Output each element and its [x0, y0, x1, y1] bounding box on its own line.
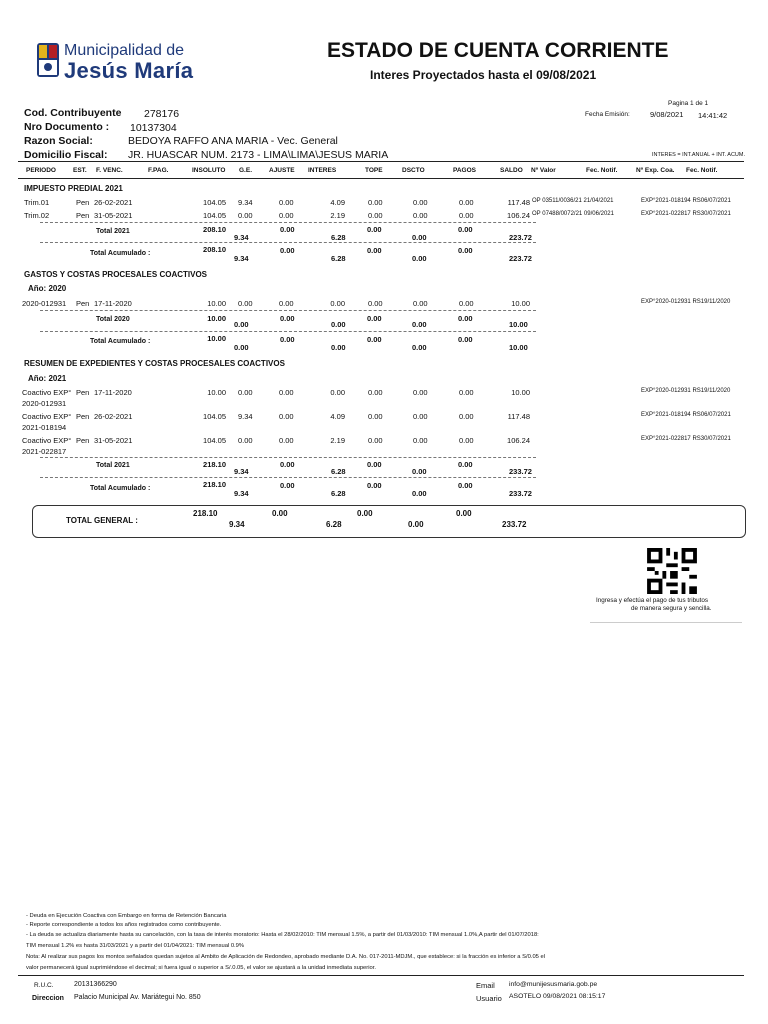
- brand-line2: Jesús María: [64, 58, 194, 83]
- total-general-pagos: 0.00: [456, 509, 472, 518]
- accumulated-label: Total Acumulado :: [90, 485, 151, 492]
- row-dscto: 0.00: [413, 412, 428, 421]
- taxpayer-code-label: Cod. Contribuyente: [24, 107, 122, 119]
- row-dscto: 0.00: [413, 211, 428, 220]
- accumulated-pagos: 0.00: [458, 246, 473, 255]
- row-exp: EXP°2021-018194 RS06/07/2021: [641, 198, 731, 204]
- row-dscto: 0.00: [413, 388, 428, 397]
- row-divider: [40, 222, 536, 223]
- row-ge: 0.00: [238, 211, 253, 220]
- total-general-interes: 6.28: [326, 520, 342, 529]
- address-label: Direccion: [32, 995, 64, 1002]
- total-general-ge: 9.34: [229, 520, 245, 529]
- row-periodo: Coactivo EXP°: [22, 436, 72, 445]
- footnote: valor permanecerá igual suprimiéndose el decimal; si fuera igual o superior a S/.0.05, el valor se ajustará a la unidad inmediata superior.: [26, 965, 376, 971]
- col-valor: Nº Valor: [531, 167, 556, 174]
- subtotal-label: Total 2021: [96, 228, 130, 235]
- page-number: Pagina 1 de 1: [668, 100, 709, 107]
- subtotal-interes: 6.28: [331, 467, 346, 476]
- section-title-resumen: RESUMEN DE EXPEDIENTES Y COSTAS PROCESALES COACTIVOS: [24, 359, 285, 368]
- total-general-ajuste: 0.00: [272, 509, 288, 518]
- row-periodo: Coactivo EXP°: [22, 412, 72, 421]
- subtotal-pagos: 0.00: [458, 225, 473, 234]
- footnote: - La deuda se actualiza diariamente hasta su cancelación, con la tasa de interés moratorio: Hasta el 28/02/2010: TIM mensual 1.5%, a partir del 01/03/2010: TIM mensual 1.0%,A partir del 01/07/2018:: [26, 932, 539, 938]
- footnote: Nota: Al realizar sus pagos los montos señalados quedan sujetos al Ambito de Aplicación de Redondeo, aprobado mediante D.A. No. 017-2011-MDJM., que establece: si la fracción es inferior a S/0.05 el: [26, 954, 546, 960]
- row-est: Pen: [76, 388, 90, 397]
- row-ajuste: 0.00: [279, 436, 294, 445]
- row-periodo: 2020-012931: [22, 299, 67, 308]
- col-fvenc: F. VENC.: [96, 167, 123, 174]
- row-insoluto: 104.05: [203, 412, 226, 421]
- row-ajuste: 0.00: [279, 211, 294, 220]
- col-tope: TOPE: [365, 167, 383, 174]
- col-insoluto: INSOLUTO: [192, 167, 226, 174]
- row-ge: 0.00: [238, 388, 253, 397]
- row-insoluto: 10.00: [207, 299, 226, 308]
- subtotal-interes: 0.00: [331, 320, 346, 329]
- accumulated-saldo: 223.72: [509, 254, 532, 263]
- subtotal-interes: 6.28: [331, 233, 346, 242]
- col-exp-coa: Nº Exp. Coa.: [636, 167, 675, 174]
- row-divider: [40, 331, 536, 332]
- row-fvenc: 31-05-2021: [94, 211, 133, 220]
- header-bottom-rule: [18, 178, 744, 179]
- page-subtitle: Interes Proyectados hasta el 09/08/2021: [370, 68, 597, 82]
- section-year: Año: 2020: [28, 284, 67, 293]
- row-tope: 0.00: [368, 436, 383, 445]
- row-est: Pen: [76, 211, 90, 220]
- row-valor: OP 07488/0072/21 09/06/2021: [532, 211, 614, 217]
- row-pagos: 0.00: [459, 436, 474, 445]
- row-saldo: 106.24: [507, 436, 530, 445]
- col-ajuste: AJUSTE: [269, 167, 295, 174]
- total-general-dscto: 0.00: [408, 520, 424, 529]
- issue-date-label: Fecha Emisión:: [585, 111, 630, 118]
- document-number-label: Nro Documento :: [24, 121, 110, 133]
- row-pagos: 0.00: [459, 299, 474, 308]
- row-tope: 0.00: [368, 198, 383, 207]
- row-tope: 0.00: [368, 211, 383, 220]
- accumulated-ajuste: 0.00: [280, 246, 295, 255]
- issue-time: 14:41:42: [698, 111, 728, 120]
- row-ajuste: 0.00: [279, 198, 294, 207]
- row-fvenc: 26-02-2021: [94, 198, 133, 207]
- accumulated-dscto: 0.00: [412, 489, 427, 498]
- section-title-gastos: GASTOS Y COSTAS PROCESALES COACTIVOS: [24, 270, 207, 279]
- col-fec-notif: Fec. Notif.: [586, 167, 618, 174]
- row-insoluto: 10.00: [207, 388, 226, 397]
- row-pagos: 0.00: [459, 198, 474, 207]
- row-divider: [40, 242, 536, 243]
- row-dscto: 0.00: [413, 198, 428, 207]
- row-periodo: Trim.01: [24, 198, 50, 207]
- col-ge: G.E.: [239, 167, 253, 174]
- row-periodo: Coactivo EXP°: [22, 388, 72, 397]
- coat-of-arms-icon: [36, 41, 60, 81]
- row-ge: 0.00: [238, 299, 253, 308]
- row-fvenc: 17-11-2020: [94, 299, 132, 308]
- ruc-value: 20131366290: [74, 981, 117, 988]
- accumulated-ge: 0.00: [234, 343, 249, 352]
- total-general-saldo: 233.72: [502, 520, 527, 529]
- row-exp: EXP°2020-012931 RS19/11/2020: [641, 299, 731, 305]
- row-interes: 4.09: [330, 198, 345, 207]
- footnote: - Deuda en Ejecución Coactiva con Embargo en forma de Retención Bancaria: [26, 913, 227, 919]
- row-valor: OP 03511/0036/21 21/04/2021: [532, 198, 614, 204]
- document-number: 10137304: [130, 122, 177, 134]
- accumulated-insoluto: 208.10: [203, 245, 226, 254]
- header-top-rule: [18, 161, 744, 162]
- issue-date: 9/08/2021: [650, 110, 684, 119]
- row-tope: 0.00: [368, 412, 383, 421]
- row-exp: EXP°2021-018194 RS06/07/2021: [641, 412, 731, 418]
- row-pagos: 0.00: [459, 388, 474, 397]
- accumulated-saldo: 10.00: [509, 343, 528, 352]
- business-name: BEDOYA RAFFO ANA MARIA - Vec. General: [128, 135, 338, 147]
- page-title: ESTADO DE CUENTA CORRIENTE: [327, 39, 669, 62]
- accumulated-insoluto: 10.00: [207, 334, 226, 343]
- row-periodo-code: 2021-022817: [22, 447, 67, 456]
- user-label: Usuario: [476, 994, 502, 1003]
- subtotal-ge: 9.34: [234, 233, 249, 242]
- accumulated-tope: 0.00: [367, 481, 382, 490]
- row-interes: 2.19: [330, 436, 345, 445]
- total-general-tope: 0.00: [357, 509, 373, 518]
- email-label: Email: [476, 981, 495, 990]
- accumulated-ge: 9.34: [234, 254, 249, 263]
- row-periodo: Trim.02: [24, 211, 50, 220]
- subtotal-ajuste: 0.00: [280, 314, 295, 323]
- fiscal-address-label: Domicilio Fiscal:: [24, 149, 108, 161]
- subtotal-insoluto: 10.00: [207, 314, 226, 323]
- row-exp: EXP°2020-012931 RS19/11/2020: [641, 388, 731, 394]
- subtotal-ajuste: 0.00: [280, 460, 295, 469]
- email-value[interactable]: info@munijesusmaria.gob.pe: [509, 981, 598, 988]
- row-insoluto: 104.05: [203, 198, 226, 207]
- accumulated-dscto: 0.00: [412, 254, 427, 263]
- taxpayer-code: 278176: [144, 108, 180, 120]
- row-dscto: 0.00: [413, 436, 428, 445]
- row-interes: 0.00: [330, 388, 345, 397]
- accumulated-interes: 6.28: [331, 254, 346, 263]
- col-fpag: F.PAG.: [148, 167, 169, 174]
- subtotal-saldo: 233.72: [509, 467, 532, 476]
- accumulated-tope: 0.00: [367, 246, 382, 255]
- subtotal-ge: 9.34: [234, 467, 249, 476]
- accumulated-insoluto: 218.10: [203, 480, 226, 489]
- ruc-label: R.U.C.: [34, 982, 54, 989]
- row-tope: 0.00: [368, 299, 383, 308]
- subtotal-dscto: 0.00: [412, 233, 427, 242]
- row-est: Pen: [76, 412, 90, 421]
- fiscal-address: JR. HUASCAR NUM. 2173 - LIMA\LIMA\JESUS MARIA: [128, 149, 389, 161]
- address-value: Palacio Municipal Av. Mariátegui No. 850: [74, 994, 201, 1001]
- row-dscto: 0.00: [413, 299, 428, 308]
- total-general-box: [32, 505, 746, 538]
- row-est: Pen: [76, 436, 90, 445]
- accumulated-label: Total Acumulado :: [90, 250, 151, 257]
- row-ge: 9.34: [238, 198, 253, 207]
- accumulated-ajuste: 0.00: [280, 335, 295, 344]
- subtotal-label: Total 2020: [96, 316, 130, 323]
- row-saldo: 10.00: [511, 299, 530, 308]
- row-pagos: 0.00: [459, 412, 474, 421]
- row-tope: 0.00: [368, 388, 383, 397]
- section-title-predial: IMPUESTO PREDIAL 2021: [24, 184, 123, 193]
- accumulated-pagos: 0.00: [458, 335, 473, 344]
- accumulated-saldo: 233.72: [509, 489, 532, 498]
- col-pagos: PAGOS: [453, 167, 476, 174]
- subtotal-tope: 0.00: [367, 225, 382, 234]
- accumulated-dscto: 0.00: [412, 343, 427, 352]
- accumulated-ajuste: 0.00: [280, 481, 295, 490]
- total-general-label: TOTAL GENERAL :: [66, 516, 138, 525]
- accumulated-ge: 9.34: [234, 489, 249, 498]
- accumulated-interes: 6.28: [331, 489, 346, 498]
- footnote: - Reporte correspondiente a todos los años registrados como contribuyente.: [26, 922, 222, 928]
- col-est: EST.: [73, 167, 87, 174]
- interest-note: INTERES = INT.ANUAL + INT. ACUM.: [652, 152, 746, 158]
- row-ajuste: 0.00: [279, 388, 294, 397]
- row-ajuste: 0.00: [279, 299, 294, 308]
- subtotal-saldo: 223.72: [509, 233, 532, 242]
- subtotal-dscto: 0.00: [412, 467, 427, 476]
- row-insoluto: 104.05: [203, 211, 226, 220]
- col-interes: INTERES: [308, 167, 337, 174]
- row-exp: EXP°2021-022817 RS30/07/2021: [641, 436, 731, 442]
- row-periodo-code: 2021-018194: [22, 423, 67, 432]
- row-divider: [40, 457, 536, 458]
- row-ajuste: 0.00: [279, 412, 294, 421]
- subtotal-pagos: 0.00: [458, 460, 473, 469]
- subtotal-pagos: 0.00: [458, 314, 473, 323]
- row-est: Pen: [76, 198, 90, 207]
- brand-line1: Municipalidad de: [64, 42, 185, 59]
- subtotal-saldo: 10.00: [509, 320, 528, 329]
- row-saldo: 117.48: [507, 198, 530, 207]
- business-name-label: Razon Social:: [24, 135, 93, 147]
- col-fec-notif-2: Fec. Notif.: [686, 167, 718, 174]
- row-divider: [40, 477, 536, 478]
- qr-code-icon: [646, 548, 698, 594]
- row-insoluto: 104.05: [203, 436, 226, 445]
- subtotal-dscto: 0.00: [412, 320, 427, 329]
- col-saldo: SALDO: [500, 167, 523, 174]
- subtotal-tope: 0.00: [367, 314, 382, 323]
- subtotal-label: Total 2021: [96, 462, 130, 469]
- row-exp: EXP°2021-022817 RS30/07/2021: [641, 211, 731, 217]
- row-interes: 0.00: [330, 299, 345, 308]
- col-periodo: PERIODO: [26, 167, 56, 174]
- qr-caption-line2: de manera segura y sencilla.: [631, 605, 712, 612]
- row-fvenc: 26-02-2021: [94, 412, 133, 421]
- user-value: ASOTELO 09/08/2021 08:15:17: [509, 993, 606, 1000]
- row-ge: 0.00: [238, 436, 253, 445]
- accumulated-label: Total Acumulado :: [90, 338, 151, 345]
- row-saldo: 117.48: [507, 412, 530, 421]
- row-periodo-code: 2020-012931: [22, 399, 67, 408]
- row-fvenc: 17-11-2020: [94, 388, 132, 397]
- accumulated-tope: 0.00: [367, 335, 382, 344]
- col-dscto: DSCTO: [402, 167, 425, 174]
- row-interes: 4.09: [330, 412, 345, 421]
- row-saldo: 10.00: [511, 388, 530, 397]
- subtotal-ge: 0.00: [234, 320, 249, 329]
- row-saldo: 106.24: [507, 211, 530, 220]
- subtotal-ajuste: 0.00: [280, 225, 295, 234]
- footnote: TIM mensual 1.2% es hasta 31/03/2021 y a partir del 01/04/2021: TIM mensual 0.9%: [26, 943, 245, 949]
- footer-rule: [18, 975, 744, 976]
- row-ge: 9.34: [238, 412, 253, 421]
- qr-caption-line1: Ingresa y efectúa el pago de tus tributos: [596, 597, 709, 604]
- accumulated-pagos: 0.00: [458, 481, 473, 490]
- row-interes: 2.19: [330, 211, 345, 220]
- subtotal-insoluto: 208.10: [203, 225, 226, 234]
- row-est: Pen: [76, 299, 90, 308]
- row-divider: [40, 310, 536, 311]
- total-general-insoluto: 218.10: [193, 509, 218, 518]
- row-fvenc: 31-05-2021: [94, 436, 133, 445]
- subtotal-tope: 0.00: [367, 460, 382, 469]
- accumulated-interes: 0.00: [331, 343, 346, 352]
- row-pagos: 0.00: [459, 211, 474, 220]
- section-year: Año: 2021: [28, 374, 67, 383]
- subtotal-insoluto: 218.10: [203, 460, 226, 469]
